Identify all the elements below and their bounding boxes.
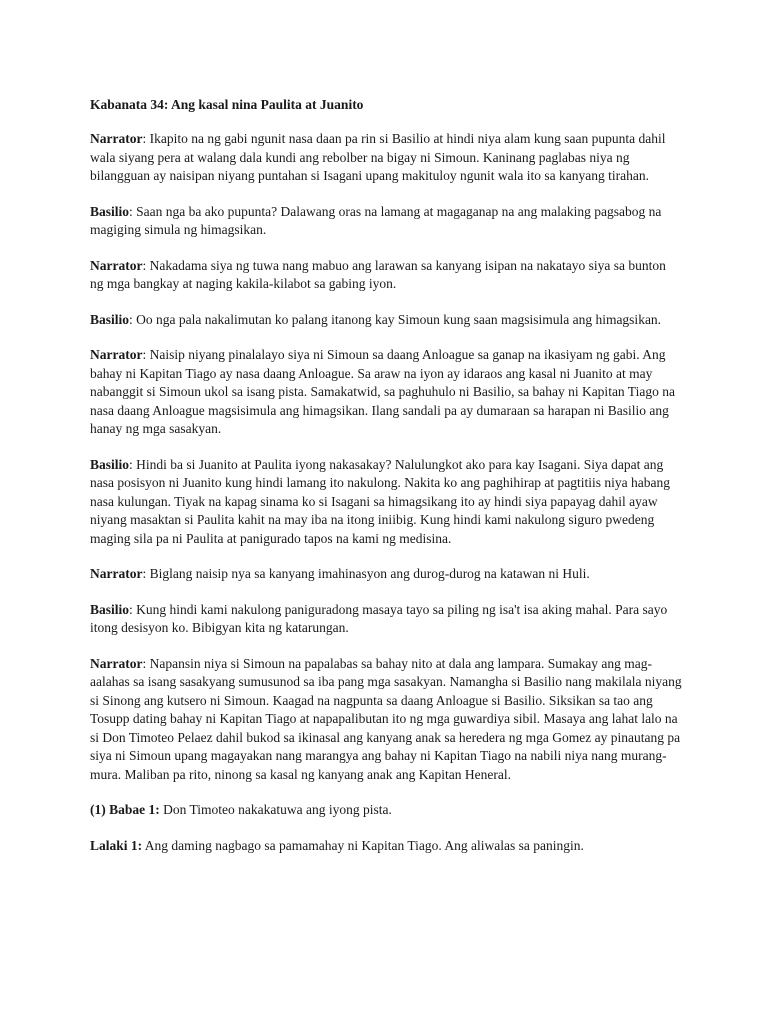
- speaker-name: Narrator: [90, 566, 143, 581]
- dialogue-text: Naisip niyang pinalalayo siya ni Simoun sa daang Anloague sa ganap na ikasiyam ng gabi. Ang bahay ni Kapitan Tiago ay nasa daang Anloague. Sa araw na iyon ay idaraos ang kasal ni Juanito at may nabanggit si Simoun ukol sa isang pista. Samakatwid, sa paghuhulo ni Basilio, sa bahay ni Kapitan Tiago na nasa daang Anloague magsisimula ang himagsikan. Ilang sandali pa ay dumaraan sa harapan ni Basilio ang hanay ng mga sasakyan.: [90, 347, 675, 436]
- dialogue-text: Hindi ba si Juanito at Paulita iyong nakasakay? Nalulungkot ako para kay Isagani. Siya dapat ang nasa posisyon ni Juanito kung hindi lamang ito nakulong. Nakita ko ang paghihirap at pagtitiis niya habang nasa kulungan. Tiyak na kapag sinama ko si Isagani sa himagsikang ito ay hindi siya papayag dahil ayaw niyang masaktan si Paulita kahit na may iba na itong iniibig. Kung hindi kami nakulong siguro pwedeng maging sila pa ni Paulita at panigurado tapos na kami ng medisina.: [90, 456, 671, 546]
- dialogue-paragraph: [90, 801, 682, 820]
- speaker-name: Lalaki 1:: [90, 837, 143, 853]
- dialogue-text: Ang daming nagbago sa pamamahay ni Kapitan Tiago. Ang aliwalas sa paningin.: [144, 837, 584, 853]
- dialogue-text: Nakadama siya ng tuwa nang mabuo ang larawan sa kanyang isipan na nakatayo siya sa bunton ng mga bangkay at naging kakila-kilabot sa gabing iyon.: [90, 257, 666, 291]
- speaker-name: Narrator: [90, 131, 143, 146]
- speaker-name: (1) Babae 1:: [90, 802, 160, 817]
- dialogue-text: Ikapito na ng gabi ngunit nasa daan pa rin si Basilio at hindi niya alam kung saan pupunta dahil wala siyang pera at walang dala kundi ang rebolber na bigay ni Simoun. Kaninang paglabas niya ng bilangguan ay naisipan niyang puntahan si Isagani upang makituloy ngunit wala ito sa kanyang tirahan.: [90, 131, 666, 183]
- dialogue-paragraph: Narrator: Biglang naisip nya sa kanyang imahinasyon ang durog-durog na katawan ni Huli.: [90, 566, 590, 581]
- speaker-name: Basilio: [90, 456, 130, 472]
- dialogue-text: Biglang naisip nya sa kanyang imahinasyon ang durog-durog na katawan ni Huli.: [149, 566, 590, 581]
- dialogue-paragraph: Narrator: Napansin niya si Simoun na papalabas sa bahay nito at dala ang lampara. Sumakay ang mag-aalahas sa isang sasakyang sumusunod sa iba pang mga sasakyan. Namangha si Basilio nang makilala niyang si Sinong ang kutsero ni Simoun. Kaagad na nagpunta sa daang Anloague si Basilio. Siksikan sa tao ang Tosupp dating bahay ni Kapitan Tiago at napapalibutan ito ng mga guwardiya sibil. Masaya ang lahat lalo na si Don Timoteo Pelaez dahil bukod sa ikinasal ang kanyang anak sa heredera ng mga Gomez ay pinautang pa siya ni Simoun upang magayakan nang marangya ang bahay ni Kapitan Tiago na nabili niya nang murang-mura. Maliban pa rito, ninong sa kasal ng kanyang anak ang Kapitan Heneral.: [90, 655, 682, 782]
- speaker-name: Basilio: [90, 601, 130, 617]
- dialogue-text: Don Timoteo nakakatuwa ang iyong pista.: [163, 802, 392, 817]
- dialogue-paragraph: Narrator: Naisip niyang pinalalayo siya ni Simoun sa daang Anloague sa ganap na ikasiyam ng gabi. Ang bahay ni Kapitan Tiago ay nasa daang Anloague. Sa araw na iyon ay idaraos ang kasal ni Juanito at may nabanggit si Simoun ukol sa isang pista. Samakatwid, sa paghuhulo ni Basilio, sa bahay ni Kapitan Tiago na nasa daang Anloague magsisimula ang himagsikan. Ilang sandali pa ay dumaraan sa harapan ni Basilio ang hanay ng mga sasakyan.: [90, 347, 675, 436]
- dialogue-paragraph: [90, 837, 682, 856]
- speaker-name: Basilio: [90, 203, 130, 219]
- speaker-name: Narrator: [90, 347, 143, 362]
- dialogue-text: Oo nga pala nakalimutan ko palang itanong kay Simoun kung saan magsisimula ang himagsikan.: [136, 311, 662, 327]
- dialogue-paragraph: Basilio: Kung hindi kami nakulong paniguradong masaya tayo sa piling ng isa't isa aking mahal. Para sayo itong desisyon ko. Bibigyan kita ng katarungan.: [90, 601, 668, 635]
- dialogue-paragraph: Basilio: Hindi ba si Juanito at Paulita iyong nakasakay? Nalulungkot ako para kay Isagani. Siya dapat ang nasa posisyon ni Juanito kung hindi lamang ito nakulong. Nakita ko ang paghihirap at pagtitiis niya habang nasa kulungan. Tiyak na kapag sinama ko si Isagani sa himagsikang ito ay hindi siya papayag dahil ayaw niyang masaktan si Paulita kahit na may iba na itong iniibig. Kung hindi kami nakulong siguro pwedeng maging sila pa ni Paulita at panigurado tapos na kami ng medisina.: [90, 456, 671, 546]
- dialogue-text: Saan nga ba ako pupunta? Dalawang oras na lamang at magaganap na ang malaking pagsabog na magiging simula ng himagsikan.: [90, 203, 662, 237]
- chapter-title: Kabanata 34: Ang kasal nina Paulita at Juanito: [90, 97, 364, 112]
- dialogue-paragraph: Narrator: Nakadama siya ng tuwa nang mabuo ang larawan sa kanyang isipan na nakatayo siya sa bunton ng mga bangkay at naging kakila-kilabot sa gabing iyon.: [90, 257, 666, 291]
- dialogue-paragraph: Basilio: Saan nga ba ako pupunta? Dalawang oras na lamang at magaganap na ang malaking pagsabog na magiging simula ng himagsikan.: [90, 203, 662, 237]
- speaker-name: Narrator: [90, 257, 143, 273]
- speaker-name: Narrator: [90, 655, 143, 671]
- dialogue-text: Kung hindi kami nakulong paniguradong masaya tayo sa piling ng isa't isa aking mahal. Para sayo itong desisyon ko. Bibigyan kita ng katarungan.: [90, 601, 668, 635]
- dialogue-text: Napansin niya si Simoun na papalabas sa bahay nito at dala ang lampara. Sumakay ang mag-aalahas sa isang sasakyang sumusunod sa iba pang mga sasakyan. Namangha si Basilio nang makilala niyang si Sinong ang kutsero ni Simoun. Kaagad na nagpunta sa daang Anloague si Basilio. Siksikan sa tao ang Tosupp dating bahay ni Kapitan Tiago at napapalibutan ito ng mga guwardiya sibil. Masaya ang lahat lalo na si Don Timoteo Pelaez dahil bukod sa ikinasal ang kanyang anak sa heredera ng mga Gomez ay pinautang pa siya ni Simoun upang magayakan nang marangya ang bahay ni Kapitan Tiago na nabili niya nang murang-mura. Maliban pa rito, ninong sa kasal ng kanyang anak ang Kapitan Heneral.: [90, 655, 682, 782]
- speaker-name: Basilio: [90, 311, 130, 327]
- dialogue-paragraph: Basilio: Oo nga pala nakalimutan ko palang itanong kay Simoun kung saan magsisimula ang himagsikan.: [90, 311, 662, 327]
- dialogue-paragraph: Narrator: Ikapito na ng gabi ngunit nasa daan pa rin si Basilio at hindi niya alam kung saan pupunta dahil wala siyang pera at walang dala kundi ang rebolber na bigay ni Simoun. Kaninang paglabas niya ng bilangguan ay naisipan niyang puntahan si Isagani upang makituloy ngunit wala ito sa kanyang tirahan.: [90, 131, 666, 183]
